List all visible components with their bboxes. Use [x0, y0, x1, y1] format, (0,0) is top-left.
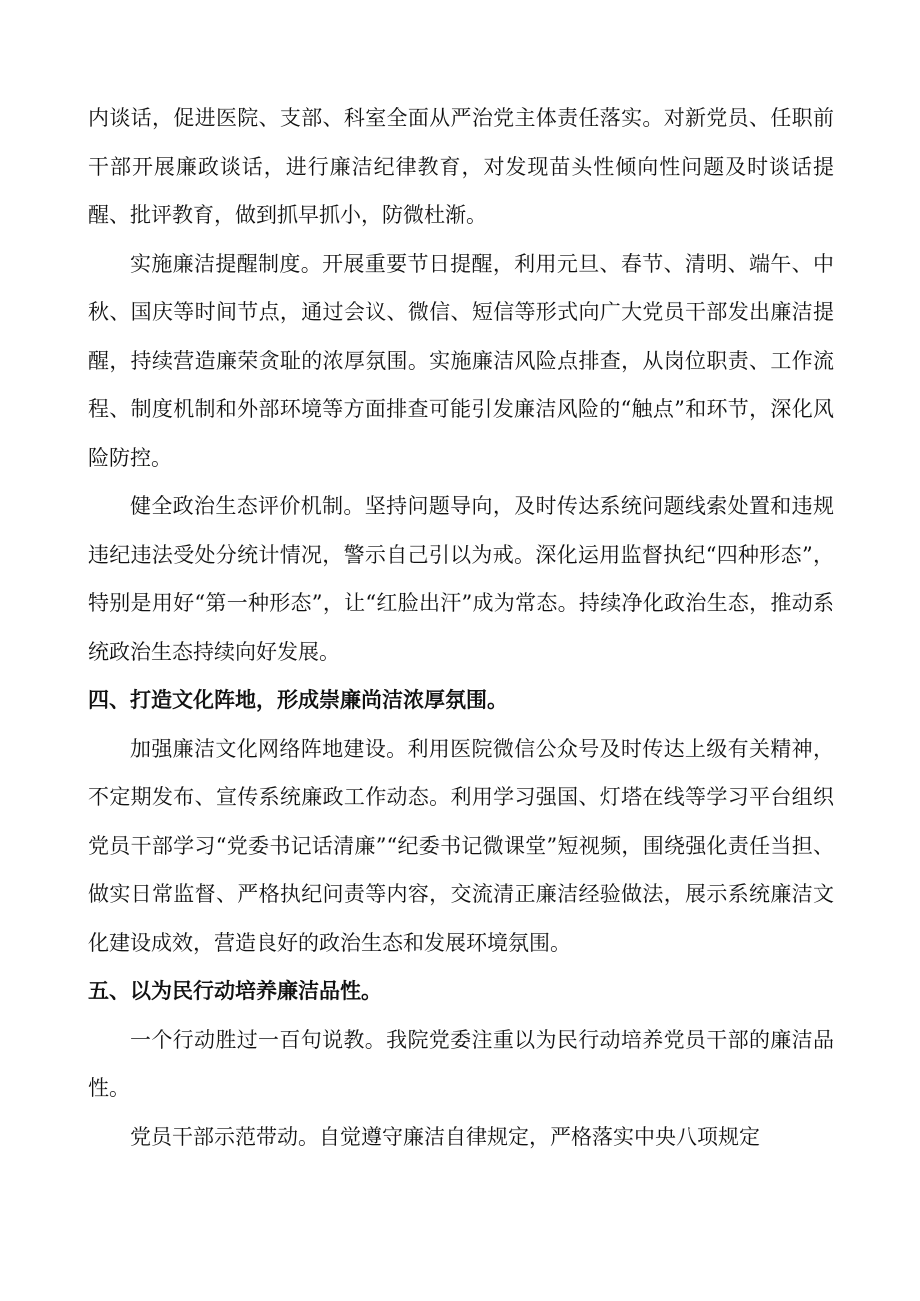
section-heading-4: 四、打造文化阵地，形成崇廉尚洁浓厚氛围。 — [88, 688, 508, 712]
paragraph-political-ecology: 健全政治生态评价机制。坚持问题导向，及时传达系统问题线索处置和违规违纪违法受处分统计情况，警示自己引以为戒。深化运用监督执纪“四种形态”，特别是用好“第一种形态”，让“红脸出汗”成为常态。持续净化政治生态，推动系统政治生态持续向好发展。 — [88, 494, 834, 664]
paragraph-talks: 内谈话，促进医院、支部、科室全面从严治党主体责任落实。对新党员、任职前干部开展廉政谈话，进行廉洁纪律教育，对发现苗头性倾向性问题及时谈话提醒、批评教育，做到抓早抓小，防微杜渐。 — [88, 106, 834, 227]
document-body — [88, 94, 834, 1161]
paragraph-integrity-reminders: 实施廉洁提醒制度。开展重要节日提醒，利用元旦、春节、清明、端午、中秋、国庆等时间节点，通过会议、微信、短信等形式向广大党员干部发出廉洁提醒，持续营造廉荣贪耻的浓厚氛围。实施廉洁风险点排查，从岗位职责、工作流程、制度机制和外部环境等方面排查可能引发廉洁风险的“触点”和环节，深化风险防控。 — [88, 251, 834, 470]
paragraph-action-intro: 一个行动胜过一百句说教。我院党委注重以为民行动培养党员干部的廉洁品性。 — [88, 1027, 834, 1100]
section-heading-5: 五、以为民行动培养廉洁品性。 — [88, 979, 382, 1003]
paragraph-cadre-example: 党员干部示范带动。自觉遵守廉洁自律规定，严格落实中央八项规定 — [130, 1124, 760, 1149]
paragraph-culture-network: 加强廉洁文化网络阵地建设。利用医院微信公众号及时传达上级有关精神，不定期发布、宣传系统廉政工作动态。利用学习强国、灯塔在线等学习平台组织党员干部学习“党委书记话清廉”“纪委书记微课堂”短视频，围绕强化责任当担、做实日常监督、严格执纪问责等内容，交流清正廉洁经验做法，展示系统廉洁文化建设成效，营造良好的政治生态和发展环境氛围。 — [88, 736, 834, 955]
